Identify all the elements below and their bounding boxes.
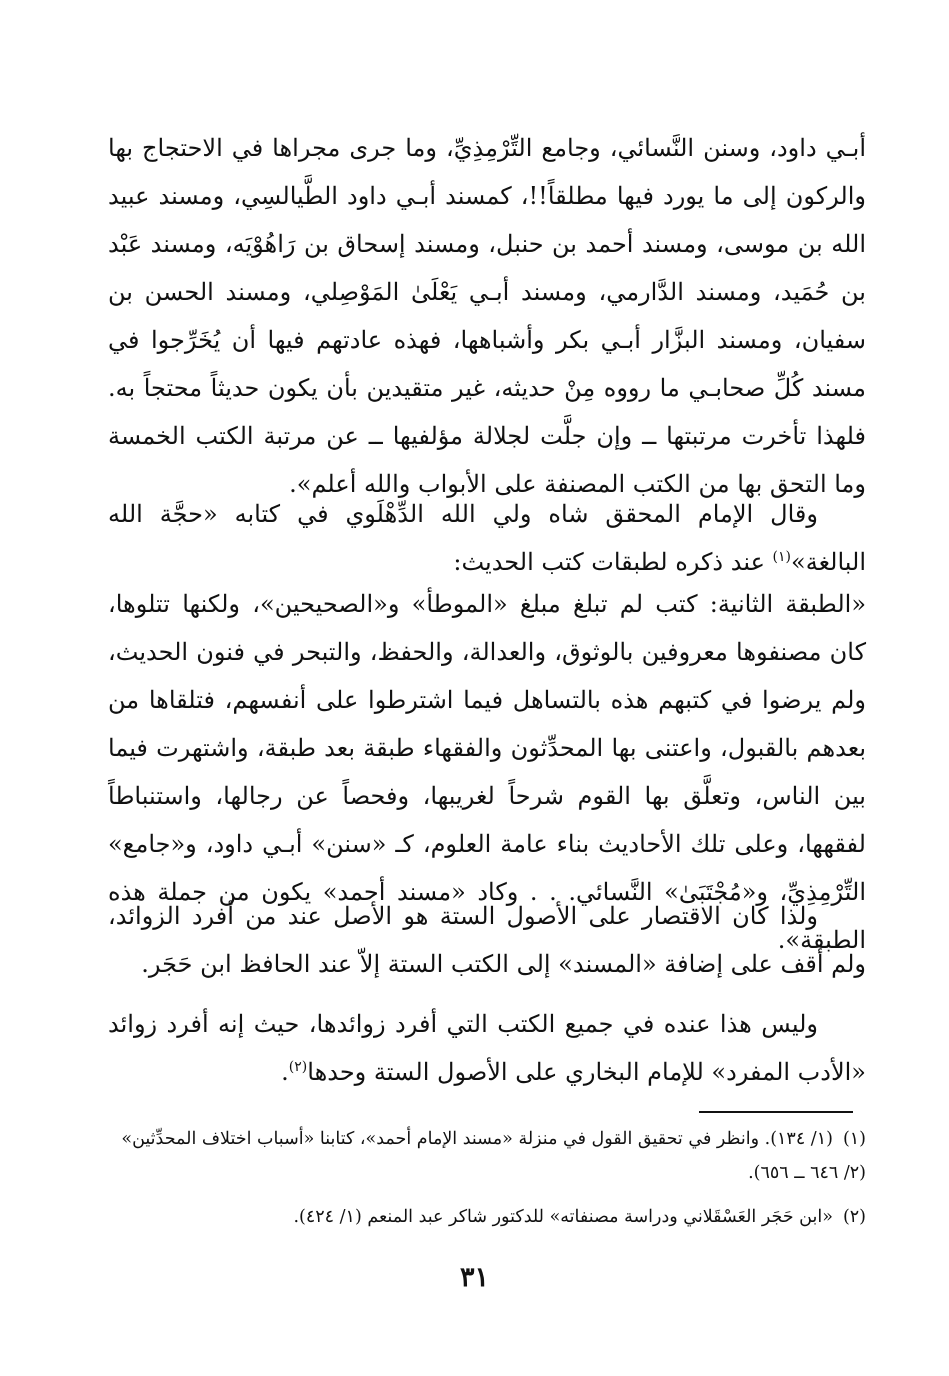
footnote-2 — [108, 1200, 866, 1234]
paragraph-quote-second-class: «الطبقة الثانية: كتب لم تبلغ مبلغ «الموطأ» و«الصحيحين»، ولكنها تتلوها، كان مصنفوها معروفين بالوثوق، والعدالة، والحفظ، والتبحر في فنون الحديث، ولم يرضوا في كتبهم هذه بالتساهل فيما اشترطوا على أنفسهم، فتلقاها من بعدهم بالقبول، واعتنى بها المحدِّثون والفقهاء طبقة بعد طبقة، واشتهرت فيما بين الناس، وتعلَّق بها القوم شرحاً لغريبها، وفحصاً عن رجالها، واستنباطاً لفقهها، وعلى تلك الأحاديث بناء عامة العلوم، كـ «سنن» أبـي داود، و«جامع» التِّرْمِذِيِّ، و«مُجْتَبَىٰ» النَّسائي. . . وكاد «مسند أحمد» يكون من جملة هذه الطبقة». — [108, 590, 866, 954]
page-number: ٣١ — [459, 1262, 489, 1293]
footnote-separator-line — [699, 1111, 853, 1113]
paragraph-dehlawi — [108, 490, 866, 586]
footnote-1-text: (١/ ١٣٤). وانظر في تحقيق القول في منزلة «مسند الإمام أحمد»، كتابنا «أسباب اختلاف المحدِّثين» (٢/ ٦٤٦ ــ ٦٥٦). — [121, 1129, 866, 1183]
paragraph-dehlawi-text: وقال الإمام المحقق شاه ولي الله الدِّهْلَوي في كتابه «حجَّة الله البالغة» — [108, 500, 866, 576]
paragraph-adab-mufrad — [108, 1000, 866, 1096]
paragraph-dehlawi-tail: عند ذكره لطبقات كتب الحديث: — [453, 548, 773, 576]
paragraph-adab-mufrad-tail: . — [281, 1058, 289, 1086]
footnote-2-number: (٢) — [842, 1207, 866, 1227]
paragraph-continuation: أبـي داود، وسنن النَّسائي، وجامع التِّرْمِذِيِّ، وما جرى مجراها في الاحتجاج بها والركون إلى ما يورد فيها مطلقاً!!، كمسند أبـي داود الطَّيالسِي، ومسند عبيد الله بن موسى، ومسند أحمد بن حنبل، ومسند إسحاق بن رَاهُوْيَه، ومسند عَبْد بن حُمَيد، ومسند الدَّارمي، ومسند أبـي يَعْلَىٰ المَوْصِلي، ومسند الحسن بن سفيان، ومسند البزَّار أبـي بكر وأشباهها، فهذه عادتهم فيها أن يُخَرِّجوا في مسند كُلِّ صحابـي ما رووه مِنْ حديثه، غير متقيدين بأن يكون حديثاً محتجاً به. فلهذا تأخرت مرتبتها ــ وإن جلَّت لجلالة مؤلفيها ــ عن مرتبة الكتب الخمسة وما التحق بها من الكتب المصنفة على الأبواب والله أعلم». — [108, 134, 866, 498]
footnote-1 — [108, 1122, 866, 1190]
paragraph-six-books: ولذا كان الاقتصار على الأصول الستة هو الأصل عند من أفرد الزوائد، ولم أقف على إضافة «المسند» إلى الكتب الستة إلاّ عند الحافظ ابن حَجَر. — [108, 902, 866, 978]
main-text-block-2 — [108, 490, 866, 586]
main-text-block-5 — [108, 1000, 866, 1096]
main-text-block — [108, 124, 866, 508]
footnote-ref-2: (٢) — [288, 1059, 308, 1075]
footnote-1-number: (١) — [842, 1129, 866, 1149]
main-text-block-4 — [108, 892, 866, 988]
footnote-ref-1: (١) — [772, 549, 792, 565]
footnote-2-text: «ابن حَجَر العَسْقَلاني ودراسة مصنفاته» للدكتور شاكر عبد المنعم (١/ ٤٢٤). — [293, 1207, 833, 1227]
paragraph-adab-mufrad-text: وليس هذا عنده في جميع الكتب التي أفرد زوائدها، حيث إنه أفرد زوائد «الأدب المفرد» للإمام البخاري على الأصول الستة وحدها — [108, 1010, 866, 1086]
